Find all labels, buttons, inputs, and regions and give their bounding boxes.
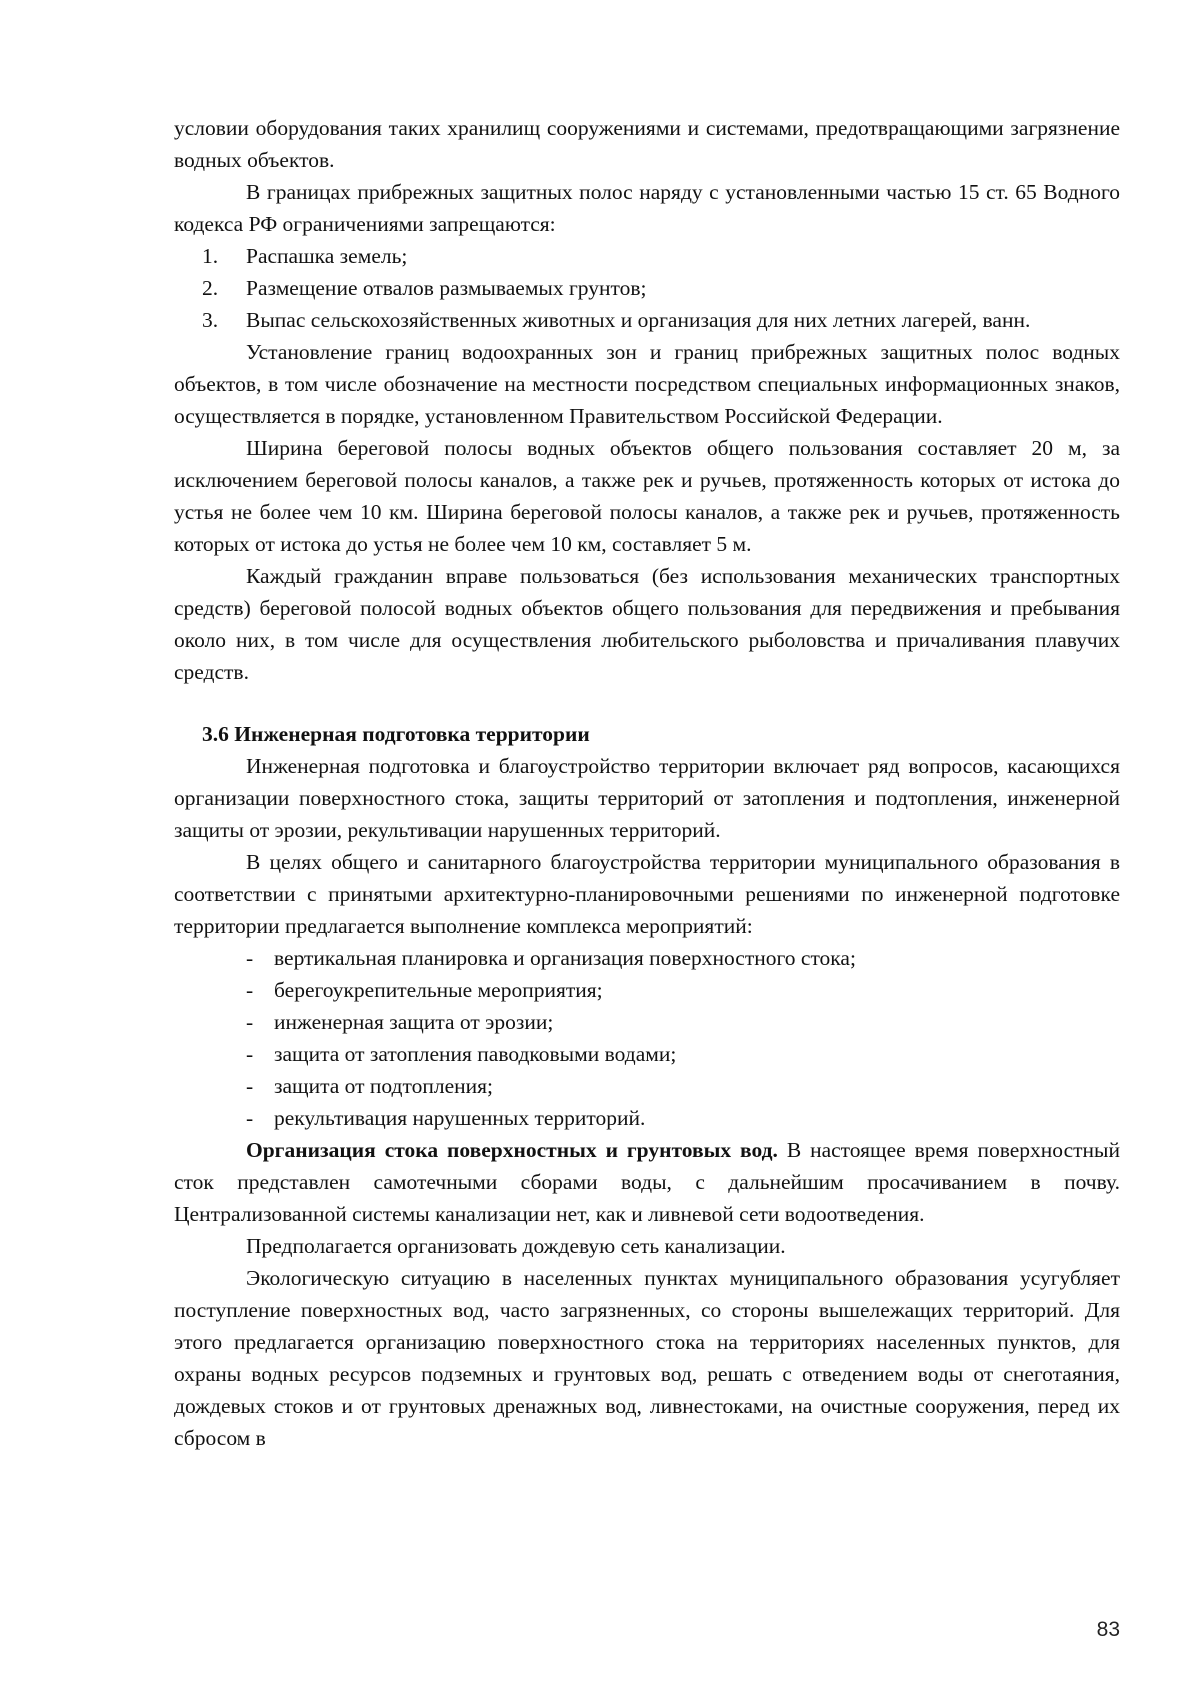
paragraph-storm-sewer: Предполагается организовать дождевую сеть канализации.: [246, 1234, 786, 1258]
document-page: [174, 112, 1120, 1454]
list-item: 1. Распашка земель;: [202, 244, 408, 268]
section-heading: 3.6 Инженерная подготовка территории: [202, 722, 590, 746]
list-item: - берегоукрепительные мероприятия;: [246, 978, 603, 1002]
list-item: - защита от подтопления;: [246, 1074, 493, 1098]
list-item: - защита от затопления паводковыми водами;: [246, 1042, 677, 1066]
paragraph-boundaries: Установление границ водоохранных зон и границ прибрежных защитных полос водных объектов, в том числе обозначение на местности посредством специальных информационных знаков, осуществляется в порядке, установленном Правительством Российской Федерации.: [174, 340, 1120, 428]
list-item: - инженерная защита от эрозии;: [246, 1010, 554, 1034]
paragraph-continuation: условии оборудования таких хранилищ сооружениями и системами, предотвращающими загрязнение водных объектов.: [174, 116, 1120, 172]
paragraph-measures-intro: В целях общего и санитарного благоустройства территории муниципального образования в соответствии с принятыми архитектурно-планировочными решениями по инженерной подготовке территории предлагается выполнение комплекса мероприятий:: [174, 850, 1120, 938]
list-item: 3. Выпас сельскохозяйственных животных и организация для них летних лагерей, ванн.: [202, 308, 1031, 332]
paragraph-shore-width: Ширина береговой полосы водных объектов общего пользования составляет 20 м, за исключением береговой полосы каналов, а также рек и ручьев, протяженность которых от истока до устья не более чем 10 км. Ширина береговой полосы каналов, а также рек и ручьев, протяженность которых от истока до устья не более чем 10 км, составляет 5 м.: [174, 436, 1120, 556]
list-item: - вертикальная планировка и организация поверхностного стока;: [246, 946, 856, 970]
restrictions-list: [174, 240, 1120, 336]
paragraph-coastal-restrictions-intro: В границах прибрежных защитных полос наряду с установленными частью 15 ст. 65 Водного кодекса РФ ограничениями запрещаются:: [174, 180, 1120, 236]
paragraph-runoff-organization: Организация стока поверхностных и грунтовых вод. В настоящее время поверхностный сток представлен самотечными сборами воды, с дальнейшим просачиванием в почву. Централизованной системы канализации нет, как и ливневой сети водоотведения.: [174, 1138, 1120, 1226]
paragraph-ecological-situation: Экологическую ситуацию в населенных пунктах муниципального образования усугубляет поступление поверхностных вод, часто загрязненных, со стороны вышележащих территорий. Для этого предлагается организацию поверхностного стока на территориях населенных пунктов, для охраны водных ресурсов подземных и грунтовых вод, решать с отведением воды от снеготаяния, дождевых стоков и от грунтовых дренажных вод, ливнестоками, на очистные сооружения, перед их сбросом в: [174, 1266, 1120, 1450]
list-item: - рекультивация нарушенных территорий.: [246, 1106, 646, 1130]
paragraph-citizen-rights: Каждый гражданин вправе пользоваться (без использования механических транспортных средств) береговой полосой водных объектов общего пользования для передвижения и пребывания около них, в том числе для осуществления любительского рыболовства и причаливания плавучих средств.: [174, 564, 1120, 684]
runoff-subheading: Организация стока поверхностных и грунтовых вод.: [246, 1138, 778, 1162]
page-number: 83: [1096, 1618, 1120, 1641]
paragraph-engineering-prep: Инженерная подготовка и благоустройство территории включает ряд вопросов, касающихся организации поверхностного стока, защиты территорий от затопления и подтопления, инженерной защиты от эрозии, рекультивации нарушенных территорий.: [174, 754, 1120, 842]
list-item: 2. Размещение отвалов размываемых грунтов;: [202, 276, 647, 300]
measures-list: [174, 942, 1120, 1134]
